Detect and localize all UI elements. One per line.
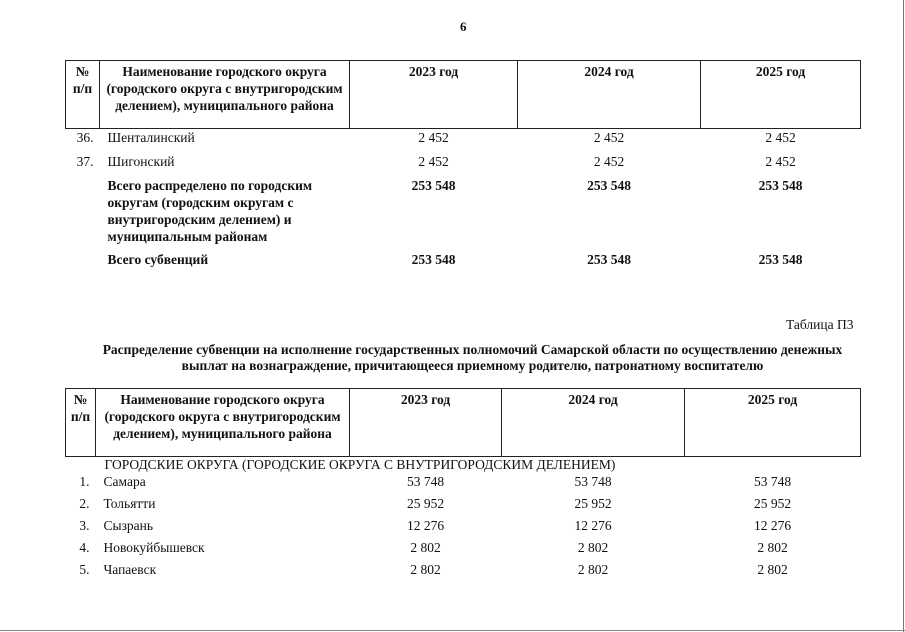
col-header-2023: 2023 год: [350, 389, 502, 457]
col-header-name: Наименование городского округа (городского округа с внутригородским делением), муниципального района: [100, 61, 350, 129]
total-distributed-2025: 253 548: [758, 177, 803, 193]
row-name: Самара: [103, 474, 146, 489]
total-subventions-2023: 253 548: [411, 251, 456, 267]
row-num: 2.: [79, 496, 90, 511]
row-value-2023: 53 748: [406, 474, 445, 489]
row-num: 5.: [79, 562, 90, 577]
table-row: [66, 561, 861, 583]
page-edge-right: [903, 0, 904, 632]
row-value-2023: 25 952: [406, 496, 445, 511]
foster-parent-subvention-table: [65, 388, 861, 583]
col-header-name: Наименование городского округа (городского округа с внутригородским делением), муниципального района: [96, 389, 350, 457]
col-header-2023: 2023 год: [350, 61, 518, 129]
col-header-num: № п/п: [66, 389, 96, 457]
row-value-2024: 25 952: [574, 496, 612, 511]
table-row: [66, 473, 861, 495]
page-number: 6: [460, 19, 467, 34]
subvention-table-continued: [65, 60, 861, 273]
table-label: Таблица П3: [786, 317, 854, 332]
row-value-2025: 53 748: [753, 474, 792, 489]
group-header-row: [66, 457, 861, 474]
row-name: Шенталинский: [107, 130, 195, 145]
row-value-2023: 12 276: [406, 518, 445, 533]
row-name: Шигонский: [107, 153, 175, 169]
row-num: 1.: [79, 474, 90, 489]
total-distributed-row: [66, 177, 861, 251]
table-header-row: [66, 61, 861, 129]
table-row: [66, 517, 861, 539]
row-value-2024: 12 276: [574, 518, 612, 533]
table-row: [66, 539, 861, 561]
row-name: Сызрань: [103, 518, 154, 533]
col-header-num: № п/п: [66, 61, 100, 129]
row-value-2023: 2 802: [410, 562, 441, 577]
table-row: [66, 129, 861, 153]
row-value-2024: 2 452: [593, 153, 625, 169]
total-distributed-2023: 253 548: [411, 177, 456, 193]
total-subventions-2025: 253 548: [758, 251, 803, 267]
total-subventions-label: Всего субвенций: [107, 251, 209, 267]
row-num: 37.: [76, 153, 94, 169]
table-caption: Распределение субвенции на исполнение государственных полномочий Самарской области по осуществлению денежных выплат на вознаграждение, причитающееся приемному родителю, патронатному воспитателю: [102, 342, 843, 373]
col-header-2025: 2025 год: [701, 61, 861, 129]
row-value-2024: 2 452: [593, 130, 625, 145]
row-value-2025: 12 276: [753, 518, 792, 533]
col-header-2024: 2024 год: [518, 61, 701, 129]
row-num: 36.: [76, 130, 94, 145]
row-value-2025: 2 802: [757, 562, 788, 577]
row-value-2024: 53 748: [574, 474, 612, 489]
row-value-2024: 2 802: [577, 562, 609, 577]
row-value-2023: 2 452: [418, 153, 449, 169]
page-edge-bottom: [0, 630, 905, 631]
row-name: Новокуйбышевск: [103, 540, 205, 555]
row-name: Тольятти: [103, 496, 156, 511]
total-subventions-2024: 253 548: [587, 251, 631, 267]
table-header-row: [66, 389, 861, 457]
row-value-2025: 2 452: [765, 130, 796, 145]
group-header: ГОРОДСКИЕ ОКРУГА (ГОРОДСКИЕ ОКРУГА С ВНУТРИГОРОДСКИМ ДЕЛЕНИЕМ): [104, 457, 616, 472]
row-value-2023: 2 452: [418, 130, 449, 145]
table-row: [66, 153, 861, 177]
total-subventions-row: [66, 251, 861, 273]
col-header-2024: 2024 год: [502, 389, 685, 457]
col-header-2025: 2025 год: [685, 389, 861, 457]
row-name: Чапаевск: [103, 562, 157, 577]
row-num: 4.: [79, 540, 90, 555]
total-distributed-2024: 253 548: [587, 177, 631, 193]
row-num: 3.: [79, 518, 90, 533]
row-value-2024: 2 802: [577, 540, 609, 555]
row-value-2025: 2 802: [757, 540, 788, 555]
row-value-2025: 25 952: [753, 496, 792, 511]
row-value-2025: 2 452: [765, 153, 796, 169]
total-distributed-label: Всего распределено по городским округам (городским округам с внутригородским делением) и муниципальным районам: [107, 177, 313, 244]
table-row: [66, 495, 861, 517]
row-value-2023: 2 802: [410, 540, 441, 555]
